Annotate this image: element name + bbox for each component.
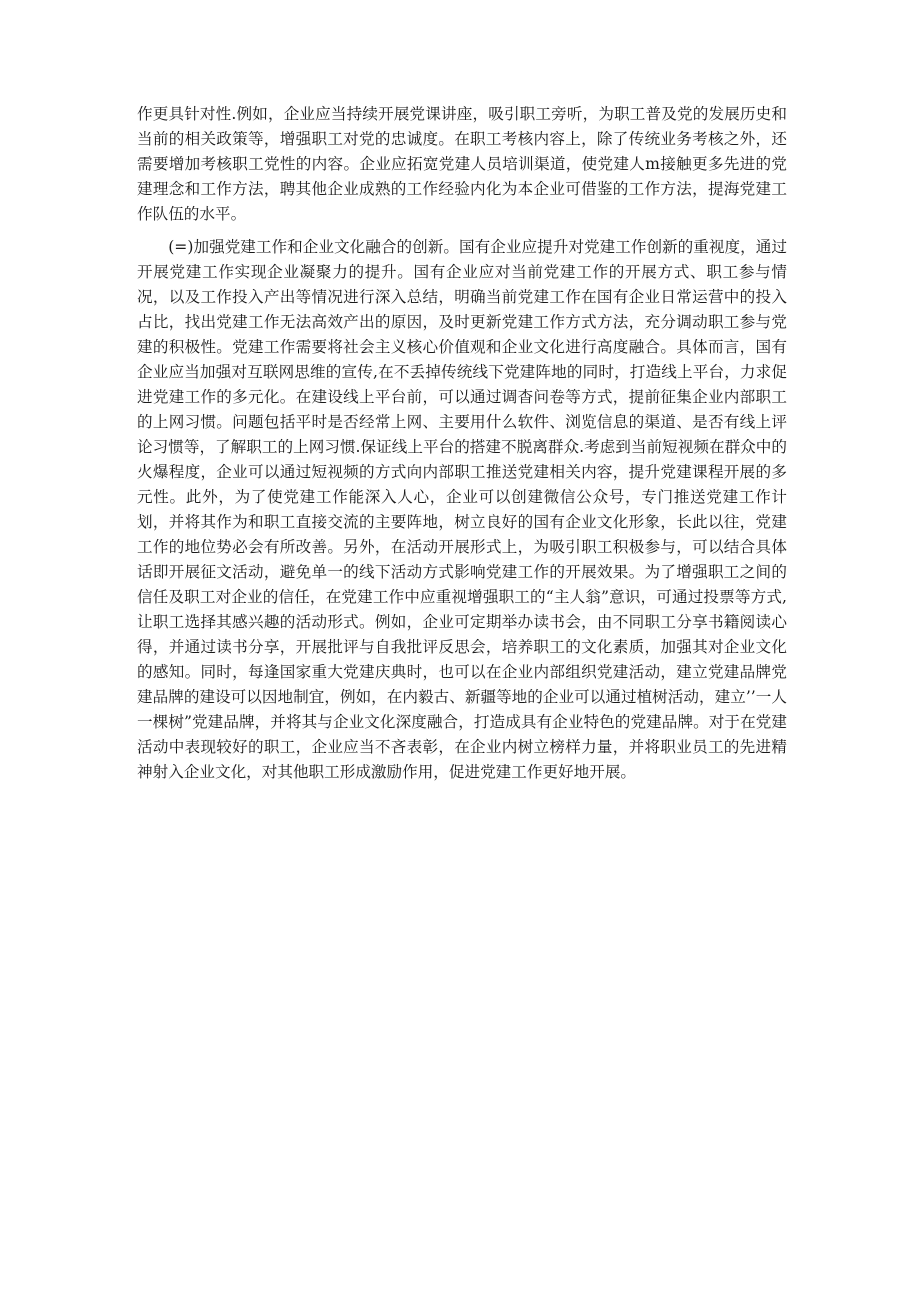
document-body: [137, 102, 787, 785]
paragraph-culture-integration: (=)加强党建工作和企业文化融合的创新。国有企业应提升对党建工作创新的重视度，通过开展党建工作实现企业凝聚力的提升。国有企业应对当前党建工作的开展方式、职工参与情况，以及工作投入产出等情况进行深入总结，明确当前党建工作在国有企业日常运营中的投入占比，找出党建工作无法高效产出的原因，及时更新党建工作方式方法，充分调动职工参与党建的积极性。党建工作需要将社会主义核心价值观和企业文化进行高度融合。具体而言，国有企业应当加强对互联网思维的宣传,在不丢掉传统线下党建阵地的同时，打造线上平台，力求促进党建工作的多元化。在建设线上平台前，可以通过调杳问卷等方式，提前征集企业内部职工的上网习惯。问题包括平时是否经常上网、主要用什么软件、浏览信息的渠道、是否有线上评论习惯等，了解职工的上网习惯.保证线上平台的搭建不脱离群众.考虑到当前短视频在群众中的火爆程度，企业可以通过短视频的方式向内部职工推送党建相关内容，提升党建课程开展的多元性。此外，为了使党建工作能深入人心，企业可以创建微信公众号，专门推送党建工作计划，并将其作为和职工直接交流的主要阵地，树立良好的国有企业文化形象，长此以往，党建工作的地位势必会有所改善。另外，在活动开展形式上，为吸引职工积极参与，可以结合具体话即开展征文活动，避免单一的线下活动方式影响党建工作的开展效果。为了增强职工之间的信任及职工对企业的信任，在党建工作中应重视增强职工的“主人翁”意识，可通过投票等方式,让职工选择其感兴趣的活动形式。例如，企业可定期举办读书会，由不同职工分享书籍阅读心得，并通过读书分享，开展批评与自我批评反思会，培养职工的文化素质，加强其对企业文化的感知。同时，每逢国家重大党建庆典时，也可以在企业内部组织党建活动，建立党建品牌党建品牌的建设可以因地制宜，例如，在内毅古、新疆等地的企业可以通过植树活动，建立’’一人一棵树”党建品牌，并将其与企业文化深度融合，打造成具有企业特色的党建品牌。对于在党建活动中表现较好的职工，企业应当不吝表彰，在企业内树立榜样力量，并将职业员工的先进精神射入企业文化，对其他职工形成激励作用，促进党建工作更好地开展。: [137, 238, 787, 781]
paragraph-training-and-assessment: 作更具针对性.例如，企业应当持续开展党课讲座，吸引职工旁听，为职工普及党的发展历史和当前的相关政策等，增强职工对党的忠诚度。在职工考核内容上，除了传统业务考核之外，还需要增加考核职工党性的内容。企业应拓宽党建人员培训渠道，使党建人m接触更多先进的党建理念和工作方法，聘其他企业成熟的工作经验内化为本企业可借鉴的工作方法，提海党建工作队伍的水平。: [137, 105, 787, 223]
